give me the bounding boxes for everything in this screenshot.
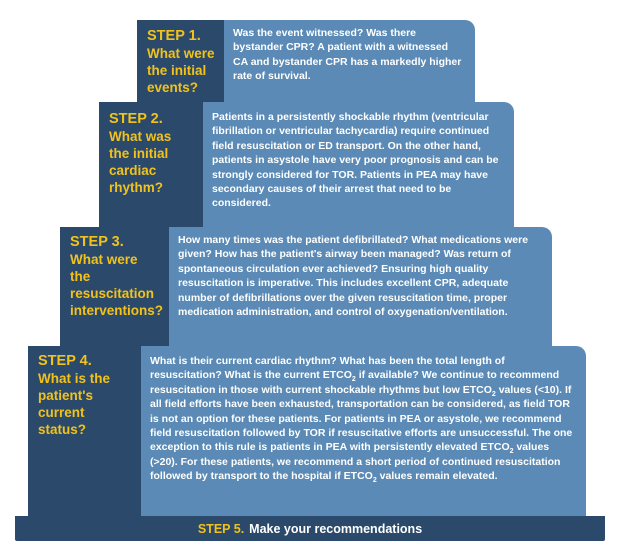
step4-subscript-2: 2 (491, 390, 496, 398)
step4-subscript-3: 2 (509, 448, 514, 456)
step2-number: STEP 2. (109, 111, 163, 127)
step4-question: What is the patient's current status? (38, 371, 111, 437)
step4-label (28, 346, 141, 516)
step3-label (60, 227, 169, 346)
step1-number: STEP 1. (147, 28, 201, 44)
step4-number: STEP 4. (38, 353, 92, 369)
step4-body-part1: What is their current cardiac rhythm? What has been the total length of resuscitation? What is the current ETCO (150, 355, 505, 382)
step4-body-part2: if available? We continue to recommend resuscitation in those with current shockable rhythms but low ETCO (150, 369, 560, 396)
step4-subscript-4: 2 (372, 477, 377, 485)
step4-subscript-1: 2 (351, 376, 356, 384)
step4-body-part5: values remain elevated. (376, 470, 498, 483)
step3-question: What were the resuscitation interventions? (70, 252, 164, 318)
step3-body: How many times was the patient defibrillated? What medications were given? How has the patient's airway been managed? Was return of spontaneous circulation ever achieved? Ensuring high quality resuscitation is imperative. This includes excellent CPR, adequate number of defibrillations over the given resuscitation time, proper medication administration, and control of oxygenation/ventilation. (169, 227, 552, 346)
step5-number: STEP 5. (197, 521, 245, 536)
step5-bar (15, 516, 605, 541)
step4-body (141, 346, 586, 516)
step1-label (137, 20, 224, 102)
step3-number: STEP 3. (70, 234, 124, 250)
step4-body-part3: values (<10). If all field efforts have been exhausted, transportation can be considered, as field TOR is not an option for these patients. For patients in PEA or asystole, we recommend field resuscitation followed by TOR if resuscitative efforts are unsuccessful. The one exception to this rule is patients in PEA with persistently elevated ETCO (150, 383, 573, 454)
step2-label (99, 102, 203, 227)
step2-question: What was the initial cardiac rhythm? (109, 129, 172, 195)
step1-body: Was the event witnessed? Was there bystander CPR? A patient with a witnessed CA and bystander CPR has a markedly higher rate of survival. (224, 20, 475, 102)
step4-body-part4: values (>20). For these patients, we recommend a short period of continued resuscitation followed by transport to the hospital if ETCO (150, 441, 561, 483)
step5-text: Make your recommendations (249, 521, 423, 536)
step1-question: What were the initial events? (147, 46, 215, 95)
step2-body: Patients in a persistently shockable rhythm (ventricular fibrillation or ventricular tachycardia) require continued field resuscitation or ED transport. On the other hand, patients in asystole have very poor prognosis and can be strongly considered for TOR. Patients in PEA may have secondary causes of their arrest that need to be considered. (203, 102, 514, 227)
